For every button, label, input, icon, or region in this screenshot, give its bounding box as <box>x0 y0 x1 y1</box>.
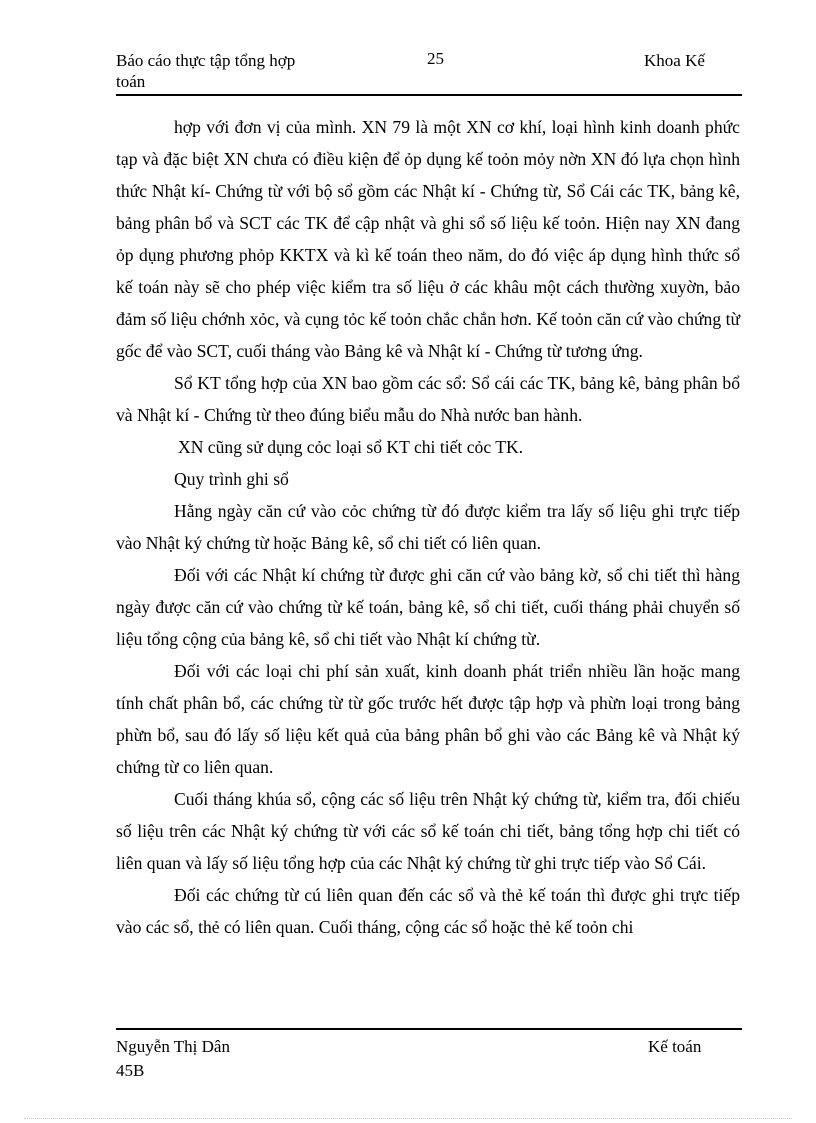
paragraph: Sổ KT tổng hợp của XN bao gồm các sổ: Sổ cái các TK, bảng kê, bảng phân bổ và Nhật kí - Chứng từ theo đúng biểu mẫu do Nhà nước ban hành. <box>116 373 740 425</box>
header-department: Khoa Kế <box>644 51 705 70</box>
page-header <box>116 48 742 96</box>
document-body <box>116 111 740 943</box>
header-report-title-continued: toán <box>116 72 146 91</box>
page-footer <box>116 1028 742 1080</box>
section-heading: Quy trình ghi sổ <box>174 469 289 489</box>
footer-department: Kế toán <box>648 1037 702 1056</box>
footer-author: Nguyễn Thị Dân <box>116 1037 230 1056</box>
page-bottom-edge <box>24 1118 792 1119</box>
page-number: 25 <box>427 49 444 68</box>
paragraph: Đối với các loại chi phí sản xuất, kinh doanh phát triển nhiều lần hoặc mang tính chất phân bổ, các chứng từ từ gốc trước hết được tập hợp và phừn loại trong bảng phừn bổ, sau đó lấy số liệu kết quả của bảng phân bổ ghi vào các Bảng kê và Nhật ký chứng từ co liên quan. <box>116 661 740 777</box>
paragraph: hợp với đơn vị của mình. XN 79 là một XN cơ khí, loại hình kinh doanh phức tạp và đặc biệt XN chưa có điều kiện để ỏp dụng kế toỏn mỏy nờn XN đó lựa chọn hình thức Nhật kí- Chứng từ với bộ sổ gồm các Nhật kí - Chứng từ, Sổ Cái các TK, bảng kê, bảng phân bổ và SCT các TK để cập nhật và ghi sổ số liệu kế toỏn. Hiện nay XN đang ỏp dụng phương phỏp KKTX và kì kế toán theo năm, do đó việc áp dụng hình thức sổ kế toán này sẽ cho phép việc kiểm tra số liệu ở các khâu một cách thường xuyờn, bảo đảm số liệu chớnh xỏc, và cụng tỏc kế toỏn chắc chắn hơn. Kế toỏn căn cứ vào chứng từ gốc để vào SCT, cuối tháng vào Bảng kê và Nhật kí - Chứng từ tương ứng. <box>116 117 740 361</box>
paragraph: Hằng ngày căn cứ vào cỏc chứng từ đó được kiểm tra lấy số liệu ghi trực tiếp vào Nhật ký chứng từ hoặc Bảng kê, sổ chi tiết có liên quan. <box>116 501 740 553</box>
header-report-title: Báo cáo thực tập tổng hợp <box>116 51 296 70</box>
paragraph: Đối với các Nhật kí chứng từ được ghi căn cứ vào bảng kờ, sổ chi tiết thì hàng ngày được căn cứ vào chứng từ kế toán, bảng kê, sổ chi tiết, cuối tháng phải chuyển số liệu tổng cộng của bảng kê, sổ chi tiết vào Nhật kí chứng từ. <box>116 565 740 649</box>
paragraph: Cuối tháng khúa sổ, cộng các số liệu trên Nhật ký chứng từ, kiểm tra, đối chiếu số liệu trên các Nhật ký chứng từ với các sổ kế toán chi tiết, bảng tổng hợp chi tiết có liên quan và lấy số liệu tổng hợp của các Nhật ký chứng từ ghi trực tiếp vào Sổ Cái. <box>116 789 740 873</box>
paragraph: Đối các chứng từ cú liên quan đến các sổ và thẻ kế toán thì được ghi trực tiếp vào các sổ, thẻ có liên quan. Cuối tháng, cộng các sổ hoặc thẻ kế toỏn chi <box>116 885 740 937</box>
footer-class: 45B <box>116 1061 145 1080</box>
paragraph: XN cũng sử dụng cỏc loại sổ KT chi tiết cỏc TK. <box>178 437 524 457</box>
